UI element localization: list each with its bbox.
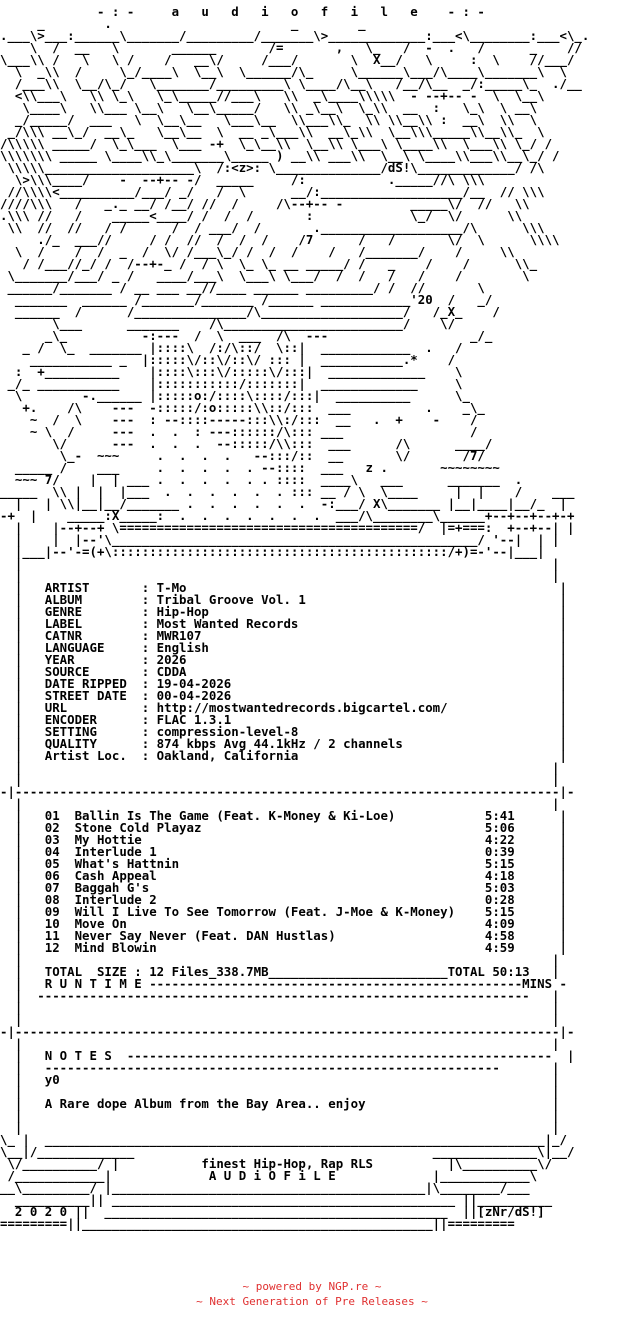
nfo-line: __________|| ______________________________________________ ||__________ [0, 1192, 553, 1207]
nfo-line: \___ _______ /\________________________/ \/ [0, 316, 456, 331]
nfo-line: | ALBUM : Tribal Groove Vol. 1 | [0, 592, 567, 607]
nfo-line: ~ / \ --- : --::::-----:::\\:/::: __ . + - / [0, 412, 478, 427]
nfo-line: | LANGUAGE : English | [0, 640, 567, 655]
nfo-line: | 12 Mind Blowin 4:59 | [0, 940, 567, 955]
nfo-line: \/__________/ | finest Hip-Hop, Rap RLS |\__________\/ [0, 1156, 553, 1171]
nfo-line: _____ \\ | | |___ . . . . . . ::: __ / \ \____ | | / ___ [0, 484, 575, 499]
nfo-line: .\\\ // / _____<____/ / / / : \_/ \/ \\ [0, 208, 523, 223]
nfo-line: <\\___\ \\ \_\ \_\_____//___\ \\ _\____\\\\\ - --+-- - \ \__\ [0, 88, 545, 103]
nfo-line: | | [0, 796, 560, 811]
nfo-line: | 06 Cash Appeal 4:18 | [0, 868, 567, 883]
nfo-line: \\ // // / / / / ___/ / .___________________/\ \\\ [0, 220, 545, 235]
nfo-line: : +__________ |::::\:::\/:::::\/:::| _____________ \ [0, 364, 463, 379]
nfo-line: \ / __ \ ______ /= , \_ / - . / _ // [0, 40, 582, 55]
nfo-line: | | [0, 1108, 560, 1123]
nfo-line: | | [0, 952, 560, 967]
nfo-line: | 11 Never Say Never (Feat. DAN Hustlas) 4:58 | [0, 928, 567, 943]
nfo-line: /___\\ \__/\_/ \_______/_________\ \____/\__\ /__/\__ _/:_____\_ ./__ [0, 76, 582, 91]
nfo-line: \_ | ___________________________________________________________________|_/ [0, 1132, 567, 1147]
nfo-line: | SETTING : compression-level-8 | [0, 724, 567, 739]
nfo-line: | 04 Interlude 1 0:39 | [0, 844, 567, 859]
nfo-line: - : - a u d i o f i l e - : - [0, 4, 485, 19]
nfo-line: \>\\\____/ - --+-- -/ _____ /: ._____//\ \\\ [0, 172, 485, 187]
nfo-line: | 09 Will I Live To See Tomorrow (Feat. J-Moe & K-Money) 5:15 | [0, 904, 567, 919]
nfo-line: _/\\\ __\_/ __\_ \__\__ \ __ _\___\\ __\_\\ \__\\\_____\\__\\_ \ [0, 124, 545, 139]
nfo-line: /____________| A U D i O F i L E |____________\ [0, 1168, 538, 1183]
nfo-line: | ------------------------------------------------------------------ | [0, 988, 560, 1003]
nfo-line: \__|/_____________ ______________\|__/ [0, 1144, 575, 1159]
nfo-line: |___|--'-=(+\:::::::::::::::::::::::::::::::::::::::::::::/+)=-'--|___| [0, 544, 545, 559]
nfo-line: \\\\\\\ _____ \____\\_\_______\_____ ) __\\ ___\\ \__\ \____\\___\\__\_/ / [0, 148, 560, 163]
nfo-line: _ / \_ _______ |::::\ /:/\::/ \::| ____________ . / [0, 340, 463, 355]
nfo-line: | TOTAL SIZE : 12 Files_338.7MB________________________TOTAL 50:13 | [0, 964, 560, 979]
nfo-line: ./_ ___// / / // / / / /7 / / \/ \ \\\\ [0, 232, 560, 247]
nfo-line: | QUALITY : 874 kbps Avg 44.1kHz / 2 channels | [0, 736, 567, 751]
nfo-line: | ARTIST : T-Mo | [0, 580, 567, 595]
nfo-line: | | [0, 760, 560, 775]
nfo-line: | | [0, 1036, 560, 1051]
nfo-line: -+ | _____:X_____: . . . . . . . ___/\________\______+--+--+--+-+ [0, 508, 575, 523]
powered-by-footer [0, 1279, 624, 1309]
nfo-line: | DATE RIPPED : 19-04-2026 | [0, 676, 567, 691]
nfo-line: \\\\\____________________\ /:<z>: \______________/dS!\_____________/ /\ [0, 160, 545, 175]
nfo-line: | | [0, 772, 560, 787]
nfo-line: =========||_______________________________________________||========= [0, 1216, 515, 1231]
nfo-line: | | [0, 1084, 560, 1099]
nfo-line: .___\>___:______\_______/_________/_______\>_____________:___<\________:___<\_. [0, 28, 590, 43]
nfo-line: ______/_______ / __ ___ __//____ ______ _________/ / // \ [0, 280, 485, 295]
nfo-line: | ENCODER : FLAC 1.3.1 | [0, 712, 567, 727]
nfo-line: | ------------------------------------------------------------- | [0, 1060, 560, 1075]
nfo-line: | | [0, 556, 560, 571]
nfo-line: | | [0, 1000, 560, 1015]
nfo-line: | | \\|__|__/_______ . . . . . . -:___/ X\_______ |__|____|__/_ | [0, 496, 567, 511]
nfo-line: _/_ ___________ |:::::::::::/:::::::| _____________ \ [0, 376, 463, 391]
nfo-line: | Artist Loc. : Oakland, California | [0, 748, 567, 763]
nfo-line: | R U N T I M E --------------------------------------------------MINS - [0, 976, 567, 991]
nfo-line: _ . _ _ [0, 16, 366, 31]
nfo-line: ___________ _ |:::::\/::\/::\/ ::: | ___________.* / [0, 352, 456, 367]
nfo-line: //\\\\<__________/___/ _/ / \ __/:___________________/__ // \\\ [0, 184, 545, 199]
nfo-line: 2 0 2 0 || ______________________________________________ ||[zNr/dS!] [0, 1204, 545, 1219]
nfo-line: | 01 Ballin Is The Game (Feat. K-Money & Ki-Loe) 5:41 | [0, 808, 567, 823]
nfo-line: -|-------------------------------------------------------------------------|- [0, 1024, 575, 1039]
nfo-line: \ / / / _ / \/ /___\_/ / / / / /_______/ / \\ [0, 244, 515, 259]
nfo-line: \_______/___/ _ / ____/___\ \___\ \___/ / / / / / \ [0, 268, 530, 283]
nfo-line: | | [0, 1012, 560, 1027]
nfo-line: | 10 Move On 4:09 | [0, 916, 567, 931]
nfo-line: | 05 What's Hattnin 5:15 | [0, 856, 567, 871]
nfo-line: _____ / ___ . . . . . --:::: ___ z . ~~~~~~~~ [0, 460, 500, 475]
nfo-line: \ -.______ |:::::o:/::::\::::/:::| __________ \_ [0, 388, 470, 403]
nfo-line: | |--+--+ \========================================/ |=+===: +--+--| | [0, 520, 575, 535]
nfo-line: | GENRE : Hip-Hop | [0, 604, 567, 619]
nfo-line: ______ / /_______________/\___________________/ /_X_ / [0, 304, 500, 319]
nfo-line: | A Rare dope Album from the Bay Area.. enjoy | [0, 1096, 560, 1111]
nfo-line: | STREET DATE : 00-04-2026 | [0, 688, 567, 703]
nfo-line: | | |--'\_________________________________________________/ '--| | | [0, 532, 560, 547]
nfo-line: | y0 | [0, 1072, 560, 1087]
nfo-line: __\_________/ |__________________________________________|\________/___ [0, 1180, 530, 1195]
nfo-line: | | [0, 568, 560, 583]
nfo-line: \/ --- . . . --:::::/\\::: ___ /\ ____/ [0, 436, 493, 451]
nfo-line: \___\\ / \ \ / / __\/ /___/ \ X__/ \ : \ //___/ [0, 52, 575, 67]
nfo-line: _______ ______ /_______/_______ /______ ____________'20 / _/ [0, 292, 493, 307]
nfo-line: /\\\\\ _____/ \_\___ \___ -+ \_\__\\ \__\\ \___\ \____\\ \___\\ \_/ / [0, 136, 553, 151]
nfo-line: | URL : http://mostwantedrecords.bigcartel.com/ | [0, 700, 567, 715]
nfo-line: | N O T E S --------------------------------------------------------- | [0, 1048, 575, 1063]
nfo-line: ~ \ / --- . . : ---::::::/\::: ___ / [0, 424, 478, 439]
powered-by-line: ~ powered by NGP.re ~ [242, 1280, 382, 1293]
nfo-line: | CATNR : MWR107 | [0, 628, 567, 643]
nfo-line: / /___//_/ / /--+-_ / / \ \_ \_ __ _____/ / _ / / \\_ [0, 256, 538, 271]
nfo-line: +. /\ --- -:::::/:o:::::\\::/::: ___ . _\_ [0, 400, 485, 415]
nfo-line: | 07 Baggah G's 5:03 | [0, 880, 567, 895]
nfo-ascii-document [0, 6, 624, 1230]
nfo-line: ////\\\ / _._ __/ /__/ // / /\--+-- - _____\/ // \\ [0, 196, 530, 211]
nfo-line: | LABEL : Most Wanted Records | [0, 616, 567, 631]
nfo-line: | | [0, 1120, 560, 1135]
nfo-line: \____\ \\___ \__\ \__\_____/ \\ _\__\ \_\\ __ : \_\ \ __\ [0, 100, 538, 115]
nfo-line: \ _\\ / \_/____\ \__\ \______/\_ \______\___/\____\_______\ \ [0, 64, 567, 79]
nfo-line: _/_____/ ___ \ \__\__ \___\__ \\___\\_ \\ \\__\\ : __\ \\ \ [0, 112, 538, 127]
nfo-line: _\_ -:--- / \ ___ /\ --- _/_ [0, 328, 493, 343]
nfo-line: ~~~ 7/ | | ___ . . . . . . :::: ____\ ___ _______ . [0, 472, 523, 487]
nfo-line: | SOURCE : CDDA | [0, 664, 567, 679]
nfo-line: | 08 Interlude 2 0:28 | [0, 892, 567, 907]
nfo-line: | YEAR : 2026 | [0, 652, 567, 667]
nfo-line: \_- ~~~ . . . . --:::/:: __ \/ /7/ [0, 448, 485, 463]
ngp-tagline: ~ Next Generation of Pre Releases ~ [196, 1295, 428, 1308]
nfo-line: | 03 My Hottie 4:22 | [0, 832, 567, 847]
nfo-line: -|-------------------------------------------------------------------------|- [0, 784, 575, 799]
nfo-line: | 02 Stone Cold Playaz 5:06 | [0, 820, 567, 835]
